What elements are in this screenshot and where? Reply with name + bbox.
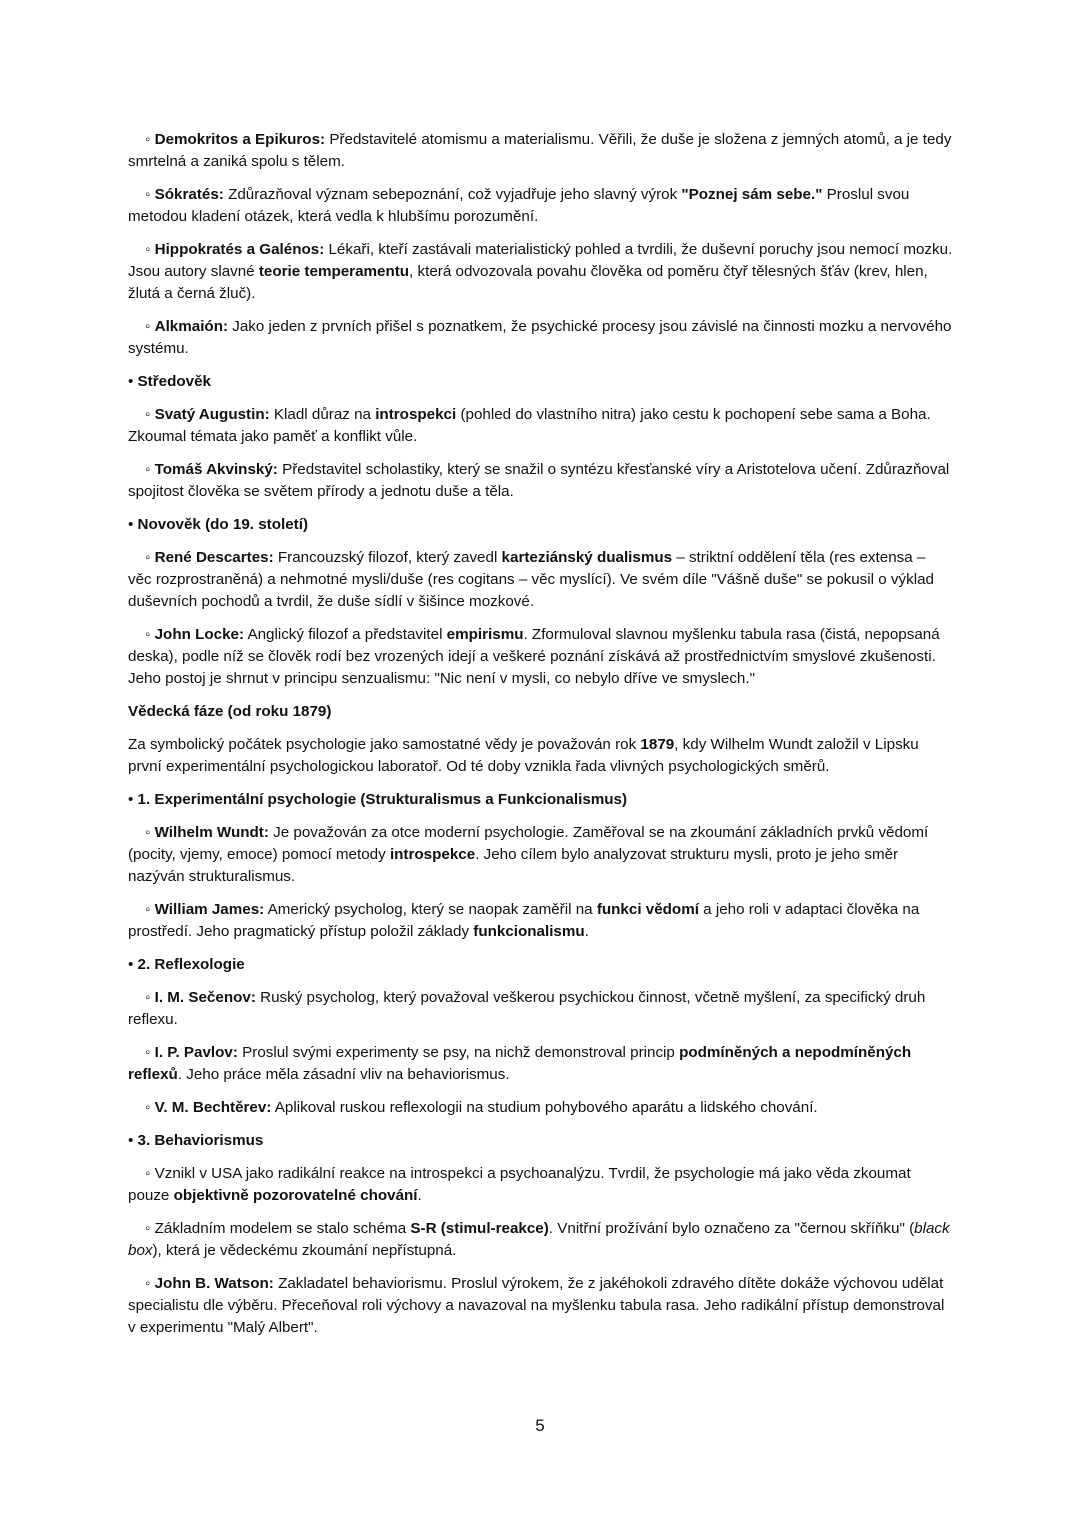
text: Proslul svou metodou kladení otázek, která vedla k hlubšímu porozumění.: [128, 186, 910, 225]
sub-bullet-paragraph: [128, 899, 953, 943]
sub-bullet-paragraph: [128, 1042, 953, 1086]
bold-text: Sókratés:: [154, 186, 224, 203]
bold-text: "Poznej sám sebe.": [681, 186, 823, 203]
text: Představitel scholastiky, který se snažil o syntézu křesťanské víry a Aristotelova učení. Zdůrazňoval spojitost člověka se světem přírody a jednotu duše a těla.: [128, 461, 950, 500]
text: Vznikl v USA jako radikální reakce na introspekci a psychoanalýzu. Tvrdil, že psychologie má jako věda zkoumat pouze: [128, 1165, 911, 1204]
bold-text: V. M. Bechtěrev:: [154, 1099, 272, 1116]
bold-text: 1879: [640, 736, 675, 753]
bold-text: empirismu: [446, 626, 524, 643]
bold-text: Tomáš Akvinský:: [154, 461, 278, 478]
paragraph: [128, 701, 953, 723]
sub-bullet-paragraph: [128, 1097, 953, 1119]
bold-text: funkcionalismu: [473, 923, 585, 940]
bold-text: Středověk: [137, 373, 211, 390]
bold-text: Hippokratés a Galénos:: [154, 241, 325, 258]
italic-text: black box: [128, 1220, 950, 1259]
bold-text: René Descartes:: [154, 549, 274, 566]
paragraph: [128, 734, 953, 778]
bold-text: podmíněných a nepodmíněných reflexů: [128, 1044, 912, 1083]
sub-bullet-paragraph: [128, 987, 953, 1031]
bold-text: introspekci: [375, 406, 457, 423]
page-content: [128, 129, 953, 1350]
text: Za symbolický počátek psychologie jako samostatné vědy je považován rok: [128, 736, 641, 753]
sub-bullet-paragraph: [128, 184, 953, 228]
text: Americký psycholog, který se naopak zaměřil na: [264, 901, 597, 918]
text: , která odvozovala povahu člověka od poměru čtyř tělesných šťáv (krev, hlen, žlutá a černá žluč).: [128, 263, 928, 302]
section-heading: [128, 954, 953, 976]
sub-bullet-paragraph: [128, 316, 953, 360]
bold-text: John Locke:: [154, 626, 245, 643]
text: (pohled do vlastního nitra) jako cestu k pochopení sebe sama a Boha. Zkoumal témata jako paměť a konflikt vůle.: [128, 406, 931, 445]
text: Francouzský filozof, který zavedl: [273, 549, 502, 566]
bold-text: Alkmaión:: [154, 318, 229, 335]
text: Zdůrazňoval význam sebepoznání, což vyjadřuje jeho slavný výrok: [223, 186, 682, 203]
sub-bullet-paragraph: [128, 1273, 953, 1339]
sub-bullet-paragraph: [128, 547, 953, 613]
bold-text: Wilhelm Wundt:: [154, 824, 269, 841]
bold-text: Novověk (do 19. století): [137, 516, 309, 533]
text: a jeho roli v adaptaci člověka na prostředí. Jeho pragmatický přístup položil základy: [128, 901, 920, 940]
bold-text: objektivně pozorovatelné chování: [173, 1187, 418, 1204]
text: . Jeho práce měla zásadní vliv na behaviorismus.: [177, 1066, 510, 1083]
text: . Vnitřní prožívání bylo označeno za "černou skříňku" (: [548, 1220, 915, 1237]
text: Anglický filozof a představitel: [244, 626, 447, 643]
section-heading: [128, 789, 953, 811]
page-number: 5: [535, 1416, 545, 1435]
bold-text: funkci vědomí: [596, 901, 699, 918]
sub-bullet-paragraph: [128, 1218, 953, 1262]
text: Jako jeden z prvních přišel s poznatkem, že psychické procesy jsou závislé na činnosti mozku a nervového systému.: [128, 318, 952, 357]
bold-text: teorie temperamentu: [258, 263, 410, 280]
section-heading: [128, 514, 953, 536]
sub-bullet-paragraph: [128, 624, 953, 690]
sub-bullet-paragraph: [128, 404, 953, 448]
text: , kdy Wilhelm Wundt založil v Lipsku první experimentální psychologickou laboratoř. Od té doby vznikla řada vlivných psychologických směrů.: [128, 736, 919, 775]
bold-text: John B. Watson:: [154, 1275, 274, 1292]
text: Ruský psycholog, který považoval veškerou psychickou činnost, včetně myšlení, za specifický druh reflexu.: [128, 989, 926, 1028]
text: . Jeho cílem bylo analyzovat strukturu mysli, proto je jeho směr nazýván strukturalismus.: [128, 846, 899, 885]
text: .: [417, 1187, 422, 1204]
section-heading: [128, 1130, 953, 1152]
bold-text: karteziánský dualismus: [501, 549, 673, 566]
text: Aplikoval ruskou reflexologii na studium pohybového aparátu a lidského chování.: [271, 1099, 818, 1116]
sub-bullet-paragraph: [128, 1163, 953, 1207]
text: . Zformuloval slavnou myšlenku tabula rasa (čistá, nepopsaná deska), podle níž se člověk rodí bez vrozených idejí a veškeré poznání získává až prostřednictvím smyslové zkušenosti. Jeho postoj je shrnut v principu senzualismu: "Nic není v mysli, co nebylo dříve ve smyslech.": [128, 626, 940, 687]
text: ), která je vědeckému zkoumání nepřístupná.: [152, 1242, 457, 1259]
text: Zakladatel behaviorismu. Proslul výrokem, že z jakéhokoli zdravého dítěte dokáže výchovou udělat specialistu dle výběru. Přeceňoval roli výchovy a navazoval na myšlenku tabula rasa. Jeho radikální přístup demonstroval v experimentu "Malý Albert".: [128, 1275, 945, 1336]
text: Proslul svými experimenty se psy, na nichž demonstroval princip: [237, 1044, 680, 1061]
bold-text: introspekce: [389, 846, 476, 863]
text: Představitelé atomismu a materialismu. Věřili, že duše je složena z jemných atomů, a je tedy smrtelná a zaniká spolu s tělem.: [128, 131, 952, 170]
section-heading: [128, 371, 953, 393]
text: – striktní oddělení těla (res extensa – věc rozprostraněná) a nehmotné mysli/duše (res cogitans – věc myslící). Ve svém díle "Vášně duše" se pokusil o výklad duševních pochodů a tvrdil, že duše sídlí v šišince mozkové.: [128, 549, 934, 610]
sub-bullet-paragraph: [128, 239, 953, 305]
text: .: [584, 923, 589, 940]
bold-text: Svatý Augustin:: [154, 406, 270, 423]
text: Lékaři, kteří zastávali materialistický pohled a tvrdili, že duševní poruchy jsou nemocí mozku. Jsou autory slavné: [128, 241, 953, 280]
bold-text: I. M. Sečenov:: [154, 989, 256, 1006]
bold-text: S-R (stimul-reakce): [410, 1220, 549, 1237]
bold-text: I. P. Pavlov:: [154, 1044, 238, 1061]
text: Základním modelem se stalo schéma: [154, 1220, 411, 1237]
bold-text: William James:: [154, 901, 265, 918]
bold-text: 1. Experimentální psychologie (Strukturalismus a Funkcionalismus): [137, 791, 628, 808]
sub-bullet-paragraph: [128, 822, 953, 888]
text: Kladl důraz na: [269, 406, 376, 423]
bold-text: 3. Behaviorismus: [137, 1132, 264, 1149]
bold-text: 2. Reflexologie: [137, 956, 245, 973]
sub-bullet-paragraph: [128, 129, 953, 173]
sub-bullet-paragraph: [128, 459, 953, 503]
bold-text: Demokritos a Epikuros:: [154, 131, 326, 148]
bold-text: Vědecká fáze (od roku 1879): [128, 703, 332, 720]
text: Je považován za otce moderní psychologie. Zaměřoval se na zkoumání základních prvků vědomí (pocity, vjemy, emoce) pomocí metody: [128, 824, 929, 863]
